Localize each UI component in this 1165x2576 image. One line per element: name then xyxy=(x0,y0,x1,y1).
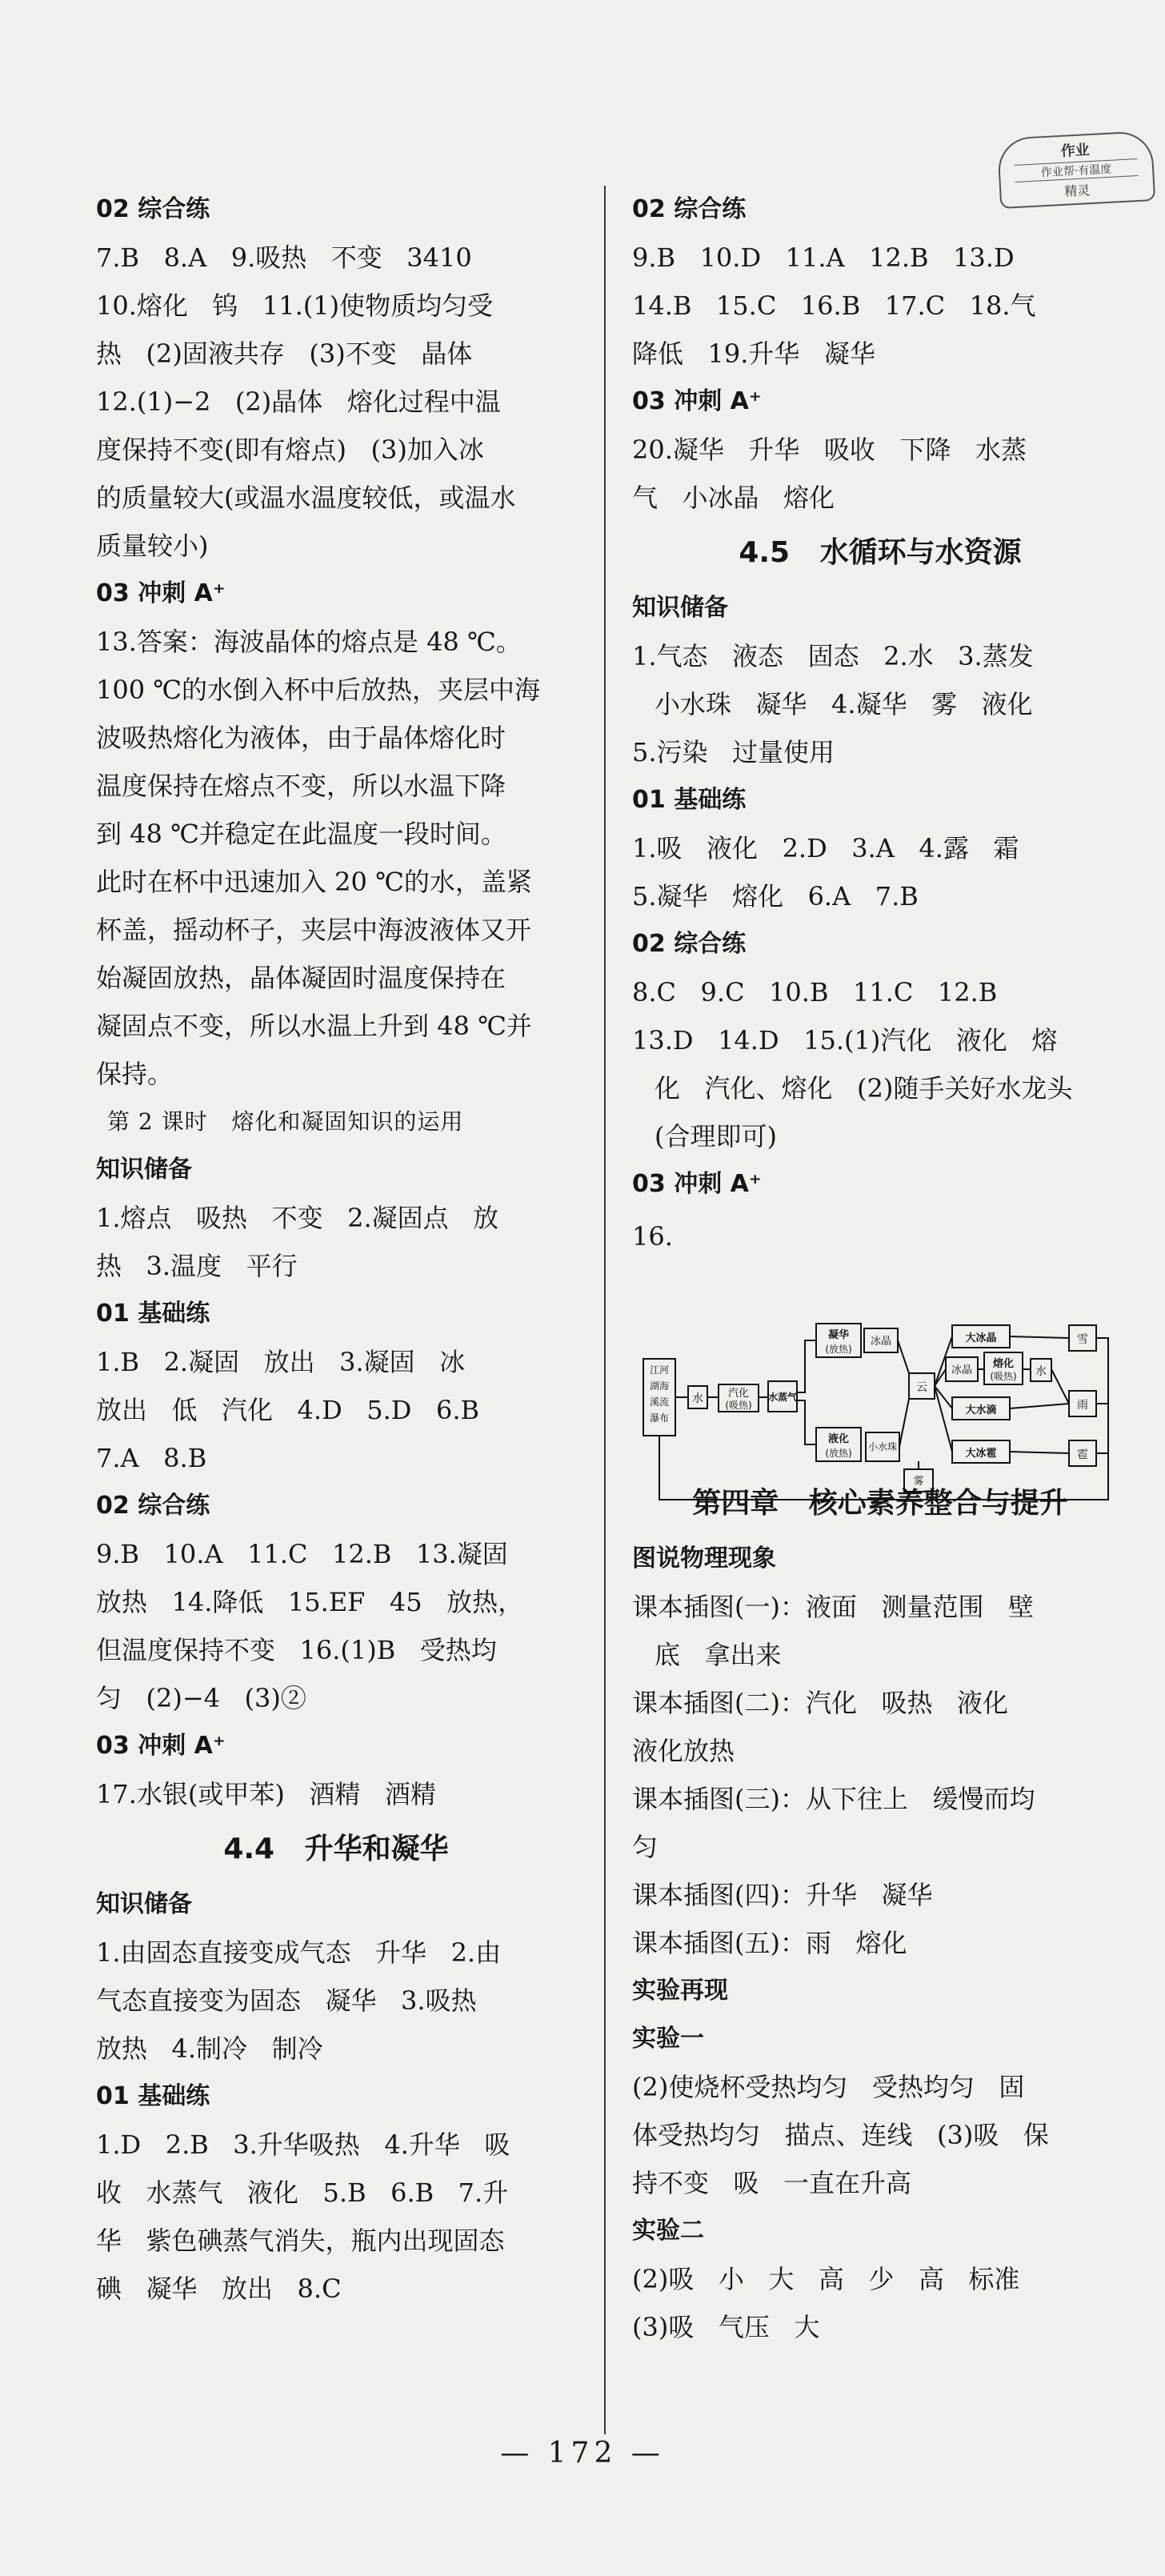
answer-line: 降低 19.升华 凝华 xyxy=(632,339,875,369)
snow-label: 雪 xyxy=(1077,1333,1088,1346)
cond-sub-label: (放热) xyxy=(825,1448,852,1459)
section-heading: 01 基础练 xyxy=(96,2082,210,2110)
answer-line: 9.B 10.A 11.C 12.B 13.凝固 xyxy=(96,1539,508,1569)
answer-line: 到 48 ℃并稳定在此温度一段时间。 xyxy=(96,819,506,849)
right-column-top xyxy=(632,186,1128,1264)
melt-label: 熔化 xyxy=(992,1358,1015,1370)
answer-line: 杯盖，摇动杯子，夹层中海波液体又开 xyxy=(96,915,532,945)
answer-line: 放热 14.降低 15.EF 45 放热， xyxy=(96,1587,524,1617)
answer-line: 始凝固放热，晶体凝固时温度保持在 xyxy=(96,963,506,993)
section-heading: 知识储备 xyxy=(632,594,728,622)
section-heading: 03 冲刺 A⁺ xyxy=(632,387,762,415)
section-heading: 03 冲刺 A⁺ xyxy=(96,579,226,607)
answer-line: 保持。 xyxy=(96,1059,174,1089)
section-heading: 知识储备 xyxy=(96,1890,192,1918)
vapor-label: 水蒸气 xyxy=(767,1392,798,1403)
answer-line: 匀 (2)−4 (3)② xyxy=(96,1683,306,1713)
answer-line: 10.熔化 钨 11.(1)使物质均匀受 xyxy=(96,290,494,321)
right-column xyxy=(632,186,1128,2351)
desub-sub-label: (放热) xyxy=(825,1344,852,1355)
source-label-1: 江河 xyxy=(649,1364,670,1376)
big-ice-ball-label: 大冰雹 xyxy=(965,1448,997,1460)
chapter-title: 4.5 水循环与水资源 xyxy=(739,536,1022,569)
answer-line: (2)吸 小 大 高 少 高 标准 xyxy=(632,2264,1020,2294)
page-number: — 172 — xyxy=(500,2437,665,2470)
water-label: 水 xyxy=(692,1392,703,1405)
stamp-line-3: 精灵 xyxy=(1063,182,1091,199)
answer-line: 课本插图(四)：升华 凝华 xyxy=(632,1880,933,1910)
answer-line: 13.答案：海波晶体的熔点是 48 ℃。 xyxy=(96,627,522,657)
column-divider xyxy=(604,186,606,2434)
hail-label: 雹 xyxy=(1077,1448,1088,1461)
answer-line: 放热 4.制冷 制冷 xyxy=(96,2033,323,2064)
answer-line: 但温度保持不变 16.(1)B 受热均 xyxy=(96,1635,497,1665)
stamp-line-2: 作业帮·有温度 xyxy=(1015,158,1139,182)
section-heading: 图说物理现象 xyxy=(632,1544,776,1572)
cloud-label: 云 xyxy=(916,1381,927,1394)
answer-line: 课本插图(一)：液面 测量范围 壁 xyxy=(632,1592,1035,1622)
answer-line: 热 (2)固液共存 (3)不变 晶体 xyxy=(96,339,473,369)
answer-line: 碘 凝华 放出 8.C xyxy=(96,2274,342,2304)
answer-line: 凝固点不变，所以水温上升到 48 ℃并 xyxy=(96,1011,532,1041)
answer-line: 7.B 8.A 9.吸热 不变 3410 xyxy=(96,242,472,273)
answer-line: 5.凝华 熔化 6.A 7.B xyxy=(632,881,919,911)
answer-line: 9.B 10.D 11.A 12.B 13.D xyxy=(632,242,1015,273)
answer-line: 1.由固态直接变成气态 升华 2.由 xyxy=(96,1937,502,1968)
answer-line: (3)吸 气压 大 xyxy=(632,2312,820,2342)
answer-line: 课本插图(五)：雨 熔化 xyxy=(632,1928,907,1958)
big-drop-label: 大水滴 xyxy=(965,1404,997,1416)
answer-line: 17.水银(或甲苯) 酒精 酒精 xyxy=(96,1779,436,1809)
answer-line: 14.B 15.C 16.B 17.C 18.气 xyxy=(632,290,1036,321)
fog-label: 雾 xyxy=(913,1476,924,1488)
answer-line: 课本插图(三)：从下往上 缓慢而均 xyxy=(632,1784,1035,1814)
answer-line: (2)使烧杯受热均匀 受热均匀 固 xyxy=(632,2072,1025,2102)
section-heading: 02 综合练 xyxy=(632,195,747,223)
rain-label: 雨 xyxy=(1077,1399,1088,1412)
answer-line: 16. xyxy=(632,1221,673,1252)
desub-label: 凝华 xyxy=(827,1329,850,1341)
answer-line: 100 ℃的水倒入杯中后放热，夹层中海 xyxy=(96,675,541,705)
ice-crystal-label: 冰晶 xyxy=(870,1336,892,1348)
water-cycle-diagram xyxy=(640,1320,1120,1504)
section-heading: 03 冲刺 A⁺ xyxy=(96,1732,226,1760)
big-ice-label: 大冰晶 xyxy=(965,1332,997,1344)
answer-line: 放出 低 汽化 4.D 5.D 6.B xyxy=(96,1395,480,1425)
answer-line: 气态直接变为固态 凝华 3.吸热 xyxy=(96,1985,477,2016)
droplet-label: 小水珠 xyxy=(867,1441,898,1452)
answer-line: 体受热均匀 描点、连线 (3)吸 保 xyxy=(632,2120,1049,2150)
answer-line: 热 3.温度 平行 xyxy=(96,1251,298,1281)
section-heading: 01 基础练 xyxy=(96,1300,210,1328)
answer-line: 1.熔点 吸热 不变 2.凝固点 放 xyxy=(96,1203,499,1233)
stamp-line-1: 作业 xyxy=(1060,142,1091,160)
source-label-2: 湖海 xyxy=(649,1380,670,1392)
section-heading: 实验再现 xyxy=(632,1977,728,2005)
section-heading: 02 综合练 xyxy=(96,195,210,223)
answer-line: 小水珠 凝华 4.凝华 雾 液化 xyxy=(655,689,1033,719)
lesson-subtitle: 第 2 课时 熔化和凝固知识的运用 xyxy=(107,1108,464,1135)
section-heading: 02 综合练 xyxy=(96,1492,210,1520)
answer-line: 7.A 8.B xyxy=(96,1443,207,1473)
answer-line: 20.凝华 升华 吸收 下降 水蒸 xyxy=(632,435,1027,465)
chapter-title: 4.4 升华和凝华 xyxy=(223,1833,449,1865)
answer-line: 1.气态 液态 固态 2.水 3.蒸发 xyxy=(632,641,1034,671)
source-label-3: 溪流 xyxy=(649,1396,670,1408)
answer-line: 华 紫色碘蒸气消失，瓶内出现固态 xyxy=(96,2225,505,2256)
answer-line: 液化放热 xyxy=(632,1736,735,1766)
chapter-title: 第四章 核心素养整合与提升 xyxy=(692,1487,1068,1520)
section-heading: 实验一 xyxy=(632,2025,704,2053)
answer-line: 持不变 吸 一直在升高 xyxy=(632,2168,912,2198)
answer-line: 1.吸 液化 2.D 3.A 4.露 霜 xyxy=(632,833,1019,863)
right-column-bottom xyxy=(632,1472,1128,2351)
section-heading: 实验二 xyxy=(632,2217,704,2245)
answer-line: 质量较小) xyxy=(96,531,209,561)
water2-label: 水 xyxy=(1035,1365,1047,1378)
source-label-4: 瀑布 xyxy=(649,1412,670,1424)
answer-line: 匀 xyxy=(632,1832,659,1862)
answer-line: 8.C 9.C 10.B 11.C 12.B xyxy=(632,977,998,1008)
cond-label: 液化 xyxy=(827,1433,850,1445)
answer-line: 13.D 14.D 15.(1)汽化 液化 熔 xyxy=(632,1025,1058,1056)
answer-line: 底 拿出来 xyxy=(655,1640,782,1670)
answer-line: 温度保持在熔点不变，所以水温下降 xyxy=(96,771,506,801)
section-heading: 知识储备 xyxy=(96,1156,192,1184)
evap-sub-label: (吸热) xyxy=(725,1400,752,1411)
section-heading: 02 综合练 xyxy=(632,930,747,958)
answer-line: 此时在杯中迅速加入 20 ℃的水，盖紧 xyxy=(96,867,532,897)
answer-line: 5.污染 过量使用 xyxy=(632,737,835,767)
section-heading: 01 基础练 xyxy=(632,786,747,814)
answer-line: (合理即可) xyxy=(655,1121,777,1152)
answer-line: 波吸热熔化为液体，由于晶体熔化时 xyxy=(96,723,506,753)
answer-line: 12.(1)−2 (2)晶体 熔化过程中温 xyxy=(96,387,501,417)
answer-line: 气 小冰晶 熔化 xyxy=(632,483,835,513)
evap-label: 汽化 xyxy=(727,1388,750,1400)
answer-line: 1.B 2.凝固 放出 3.凝固 冰 xyxy=(96,1347,466,1377)
ice2-label: 冰晶 xyxy=(951,1364,973,1376)
melt-sub-label: (吸热) xyxy=(990,1371,1017,1382)
section-heading: 03 冲刺 A⁺ xyxy=(632,1170,762,1198)
answer-line: 度保持不变(即有熔点) (3)加入冰 xyxy=(96,435,484,465)
answer-line: 收 水蒸气 液化 5.B 6.B 7.升 xyxy=(96,2177,509,2208)
left-column xyxy=(96,186,576,2313)
answer-line: 的质量较大(或温水温度较低，或温水 xyxy=(96,483,516,513)
answer-line: 1.D 2.B 3.升华吸热 4.升华 吸 xyxy=(96,2129,510,2160)
answer-line: 课本插图(二)：汽化 吸热 液化 xyxy=(632,1688,1009,1718)
answer-line: 化 汽化、熔化 (2)随手关好水龙头 xyxy=(655,1073,1073,1104)
